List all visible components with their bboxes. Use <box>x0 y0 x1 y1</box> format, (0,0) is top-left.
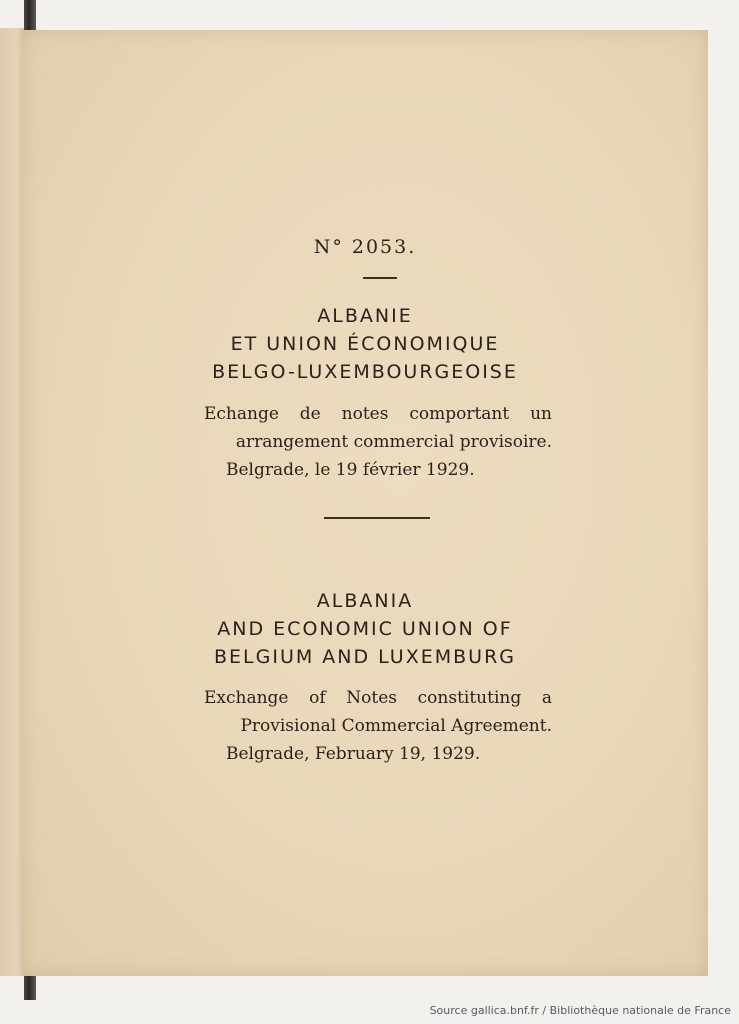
french-title-line: BELGO-LUXEMBOURGEOISE <box>212 361 518 383</box>
english-subtitle-line: Belgrade, February 19, 1929. <box>226 744 481 764</box>
english-subtitle-line: Exchange of Notes constituting a <box>204 688 552 708</box>
english-title-line: AND ECONOMIC UNION OF <box>217 618 513 640</box>
french-subtitle <box>204 400 552 484</box>
scanned-page <box>22 30 708 976</box>
english-title-line: BELGIUM AND LUXEMBURG <box>214 646 516 668</box>
french-subtitle-line: Belgrade, le 19 février 1929. <box>226 460 475 480</box>
short-divider <box>363 277 397 279</box>
english-title-line: ALBANIA <box>316 590 414 612</box>
section-divider <box>324 517 430 519</box>
english-title <box>22 587 708 671</box>
french-subtitle-line: Echange de notes comportant un <box>204 404 552 424</box>
french-title <box>22 302 708 386</box>
english-subtitle-line: Provisional Commercial Agreement. <box>240 716 552 736</box>
english-subtitle <box>204 684 552 768</box>
french-subtitle-line: arrangement commercial provisoire. <box>235 432 552 452</box>
source-credit: Source gallica.bnf.fr / Bibliothèque nationale de France <box>429 1004 731 1017</box>
treaty-number: N° 2053. <box>313 236 417 258</box>
french-title-line: ALBANIE <box>317 305 413 327</box>
french-title-line: ET UNION ÉCONOMIQUE <box>230 333 500 355</box>
